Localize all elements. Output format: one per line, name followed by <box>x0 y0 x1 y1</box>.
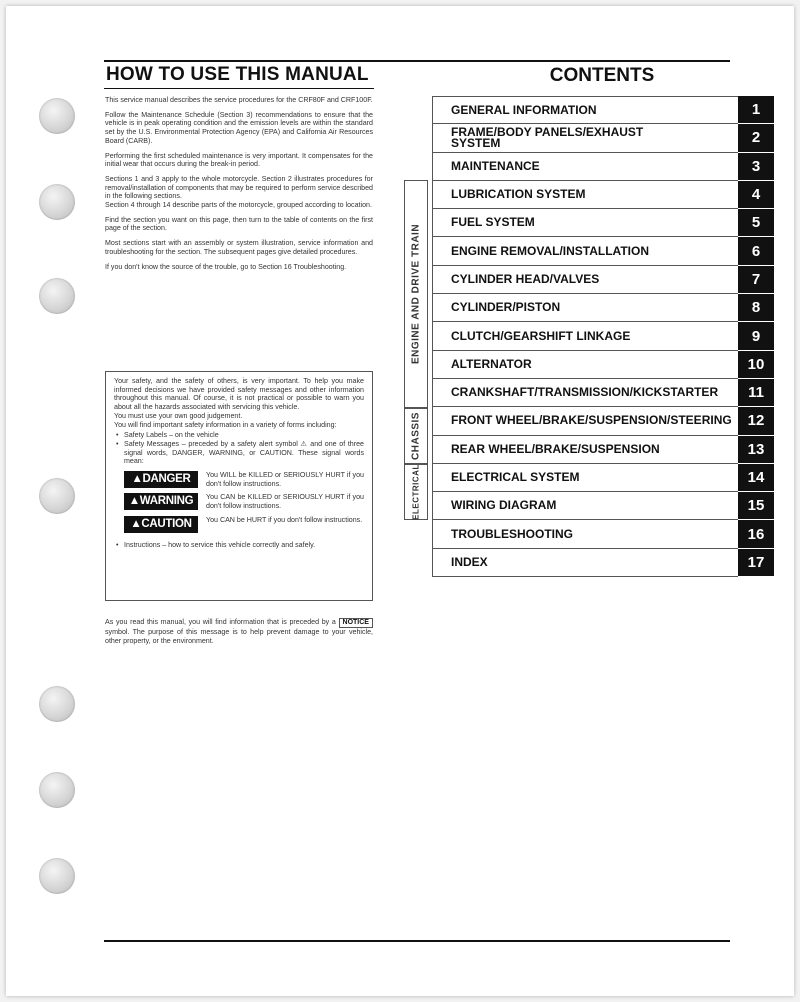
paragraph: Performing the first scheduled maintenance is very important. It compensates for the initial wear that occurs during the break-in period. <box>105 151 373 169</box>
binder-hole <box>39 278 75 314</box>
paragraph: Sections 1 and 3 apply to the whole motorcycle. Section 2 illustrates procedures for removal/installation of components that may be required to perform service described in the following sections. <box>105 174 373 201</box>
safety-list <box>114 431 364 466</box>
contents-item-label: ENGINE REMOVAL/INSTALLATION <box>432 236 738 265</box>
section-number-tab: 17 <box>738 549 774 577</box>
paragraph: Most sections start with an assembly or system illustration, service information and troubleshooting for the section. The subsequent pages give detailed procedures. <box>105 239 373 256</box>
contents-item-front-wheel[interactable] <box>432 407 774 435</box>
safety-bullet: • Safety Messages – preceded by a safety alert symbol ⚠ and one of three signal words, DANGER, WARNING, or CAUTION. These signal words mean: <box>124 440 364 466</box>
section-number-tab: 16 <box>738 520 774 548</box>
contents-item-general-information[interactable] <box>432 96 774 124</box>
section-number-tab: 5 <box>738 209 774 237</box>
contents-item-troubleshooting[interactable] <box>432 520 774 548</box>
contents-item-cylinder-piston[interactable] <box>432 294 774 322</box>
section-number-tab: 3 <box>738 153 774 181</box>
section-number-tab: 14 <box>738 464 774 492</box>
section-number-tab: 11 <box>738 379 774 407</box>
contents-item-label: LUBRICATION SYSTEM <box>432 180 738 209</box>
signal-text: You CAN be KILLED or SERIOUSLY HURT if you don't follow instructions. <box>206 493 364 511</box>
contents-item-label: FRONT WHEEL/BRAKE/SUSPENSION/STEERING <box>432 406 738 435</box>
paragraph: Find the section you want on this page, then turn to the table of contents on the first page of the section. <box>105 215 373 233</box>
safety-line: You must use your own good judgement. <box>114 411 243 420</box>
section-number-tab: 13 <box>738 436 774 464</box>
group-label: ENGINE AND DRIVE TRAIN <box>410 223 422 365</box>
signal-text: You CAN be HURT if you don't follow instructions. <box>206 515 363 524</box>
group-label: CHASSIS <box>410 412 422 460</box>
safety-bullet: • Safety Labels – on the vehicle <box>124 431 364 440</box>
group-chassis <box>404 408 428 464</box>
contents-item-crankshaft[interactable] <box>432 379 774 407</box>
safety-info-box <box>105 371 373 601</box>
notice-text <box>105 618 373 645</box>
contents-item-wiring-diagram[interactable] <box>432 492 774 520</box>
contents-item-label: ALTERNATOR <box>432 350 738 379</box>
signal-warning <box>114 493 364 510</box>
contents-item-label: INDEX <box>432 548 738 577</box>
safety-bullet: • Instructions – how to service this vehicle correctly and safely. <box>124 541 364 550</box>
contents-item-maintenance[interactable] <box>432 153 774 181</box>
section-number-tab: 7 <box>738 266 774 294</box>
signal-caution <box>114 516 364 533</box>
section-number-tab: 2 <box>738 124 774 152</box>
contents-item-clutch[interactable] <box>432 322 774 350</box>
signal-text: You WILL be KILLED or SERIOUSLY HURT if you don't follow instructions. <box>206 471 364 488</box>
contents-item-alternator[interactable] <box>432 351 774 379</box>
section-number-tab: 8 <box>738 294 774 322</box>
contents-item-engine-removal[interactable] <box>432 237 774 265</box>
binder-hole <box>39 184 75 220</box>
notice-after: symbol. The purpose of this message is to help prevent damage to your vehicle, other property, or the environment. <box>105 628 373 645</box>
contents-item-label: FUEL SYSTEM <box>432 208 738 237</box>
section-number-tab: 6 <box>738 237 774 265</box>
contents-item-label: ELECTRICAL SYSTEM <box>432 463 738 492</box>
contents-item-label: REAR WHEEL/BRAKE/SUSPENSION <box>432 435 738 464</box>
paragraph: If you don't know the source of the trouble, go to Section 16 Troubleshooting. <box>105 262 347 271</box>
signal-danger <box>114 471 364 488</box>
notice-before: As you read this manual, you will find information that is preceded by a <box>105 618 336 626</box>
section-number-tab: 1 <box>738 96 774 124</box>
binder-hole <box>39 686 75 722</box>
group-electrical <box>404 464 428 520</box>
contents-item-frame-body-panels[interactable] <box>432 124 774 152</box>
section-number-tab: 12 <box>738 407 774 435</box>
binder-hole <box>39 772 75 808</box>
group-label: ELECTRICAL <box>411 464 421 520</box>
section-number-tab: 15 <box>738 492 774 520</box>
contents-item-label: WIRING DIAGRAM <box>432 491 738 520</box>
contents-title: CONTENTS <box>549 65 655 86</box>
contents-item-lubrication[interactable] <box>432 181 774 209</box>
contents-item-label: FRAME/BODY PANELS/EXHAUST SYSTEM <box>432 123 738 152</box>
contents-item-electrical-system[interactable] <box>432 464 774 492</box>
notice-badge: NOTICE <box>339 618 373 628</box>
binder-hole <box>39 98 75 134</box>
contents-item-cylinder-head[interactable] <box>432 266 774 294</box>
section-number-tab: 10 <box>738 351 774 379</box>
contents-item-fuel-system[interactable] <box>432 209 774 237</box>
danger-badge: ▲DANGER <box>124 471 198 488</box>
binder-hole <box>39 858 75 894</box>
contents-item-label: CYLINDER HEAD/VALVES <box>432 265 738 294</box>
safety-intro: Your safety, and the safety of others, is very important. To help you make informed decisions we have provided safety messages and other information throughout this manual. Of course, it is not practical or possible to warn you about all the hazards associated with servicing this vehicle. <box>114 377 364 412</box>
manual-page <box>6 6 794 996</box>
safety-line: You will find important safety information in a variety of forms including: <box>114 420 337 429</box>
contents-item-label: TROUBLESHOOTING <box>432 519 738 548</box>
contents-item-rear-wheel[interactable] <box>432 436 774 464</box>
warning-badge: ▲WARNING <box>124 493 198 510</box>
contents-item-label: CRANKSHAFT/TRANSMISSION/KICKSTARTER <box>432 378 738 407</box>
bottom-rule <box>104 940 730 942</box>
contents-item-label: MAINTENANCE <box>432 152 738 181</box>
contents-list <box>432 96 774 577</box>
contents-item-label: CYLINDER/PISTON <box>432 293 738 322</box>
safety-list <box>114 541 364 550</box>
intro-text <box>105 96 373 277</box>
group-engine-drive-train <box>404 180 428 408</box>
paragraph: Section 4 through 14 describe parts of the motorcycle, grouped according to location. <box>105 201 372 210</box>
top-rule <box>104 60 730 62</box>
binder-hole <box>39 478 75 514</box>
contents-item-index[interactable] <box>432 549 774 577</box>
page-title: HOW TO USE THIS MANUAL <box>106 64 369 85</box>
title-underline <box>104 88 374 89</box>
paragraph: Follow the Maintenance Schedule (Section 3) recommendations to ensure that the vehicle is in peak operating condition and the emission levels are within the standard set by the U.S. Environmental Protection Agency (EPA) and California Air Resources Board (CARB). <box>105 110 373 145</box>
paragraph: This service manual describes the service procedures for the CRF80F and CRF100F. <box>105 96 373 104</box>
caution-badge: ▲CAUTION <box>124 516 198 533</box>
notice-paragraph <box>105 618 373 645</box>
section-number-tab: 9 <box>738 322 774 350</box>
contents-item-label: CLUTCH/GEARSHIFT LINKAGE <box>432 321 738 350</box>
section-number-tab: 4 <box>738 181 774 209</box>
contents-item-label: GENERAL INFORMATION <box>432 96 738 124</box>
